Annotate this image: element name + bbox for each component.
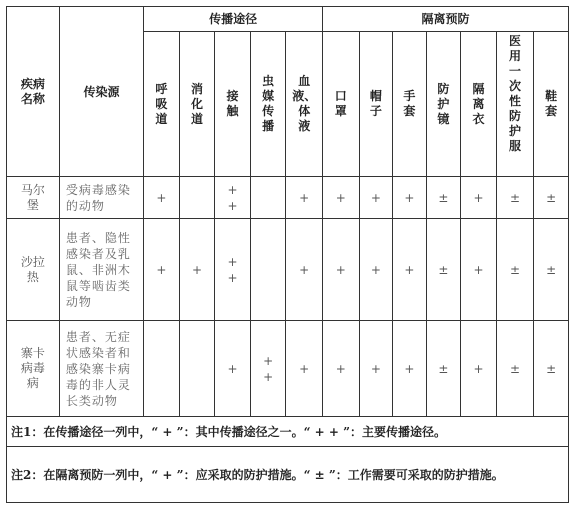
cell-mark: +	[461, 219, 497, 321]
cell-mark: ±	[426, 219, 461, 321]
header-transmission-route: 传播途径	[144, 7, 323, 32]
cell-mark: +	[393, 321, 427, 417]
cell-mark: ±	[496, 321, 534, 417]
cell-mark: +	[323, 177, 360, 219]
cell-mark	[144, 321, 180, 417]
cell-mark: +	[393, 219, 427, 321]
header-route-contact: 接 触	[215, 32, 251, 177]
disease-name: 寨卡 病毒 病	[7, 321, 60, 417]
cell-mark: + +	[250, 321, 286, 417]
cell-mark: +	[286, 177, 323, 219]
table-row	[7, 219, 569, 321]
cell-mark	[250, 177, 286, 219]
header-isolation-gown: 隔 离 衣	[461, 32, 497, 177]
cell-mark: +	[359, 177, 393, 219]
cell-mark: ±	[426, 177, 461, 219]
cell-mark: +	[393, 177, 427, 219]
cell-mark: +	[461, 321, 497, 417]
cell-mark: +	[286, 321, 323, 417]
cell-mark: ±	[534, 177, 569, 219]
isolation-table	[6, 6, 569, 503]
cell-mark: ±	[534, 321, 569, 417]
cell-mark: + +	[215, 177, 251, 219]
infection-source: 患者、无症状感染者和感染寨卡病毒的非人灵长类动物	[59, 321, 143, 417]
header-route-vector: 虫 媒 传 播	[250, 32, 286, 177]
cell-mark: ±	[426, 321, 461, 417]
infection-source: 患者、隐性感染者及乳鼠、非洲木鼠等啮齿类动物	[59, 219, 143, 321]
cell-mark: +	[323, 321, 360, 417]
header-isolation-prevention: 隔离预防	[323, 7, 569, 32]
header-shoe-covers: 鞋 套	[534, 32, 569, 177]
cell-mark: +	[359, 321, 393, 417]
infection-table-document	[6, 6, 569, 503]
header-route-digestive: 消 化 道	[179, 32, 215, 177]
cell-mark	[179, 321, 215, 417]
disease-name: 沙拉 热	[7, 219, 60, 321]
header-goggles: 防 护 镜	[426, 32, 461, 177]
cell-mark: ±	[496, 219, 534, 321]
table-row	[7, 321, 569, 417]
cell-mark: +	[286, 219, 323, 321]
table-note-2: 注2：在隔离预防一列中，“ + ”：应采取的防护措施。“ ± ”：工作需要可采取的防护措施。	[7, 447, 569, 503]
cell-mark	[179, 177, 215, 219]
infection-source: 受病毒感染的动物	[59, 177, 143, 219]
cell-mark: +	[144, 177, 180, 219]
disease-name: 马尔 堡	[7, 177, 60, 219]
cell-mark: +	[215, 321, 251, 417]
header-route-respiratory: 呼 吸 道	[144, 32, 180, 177]
table-row	[7, 177, 569, 219]
header-mask: 口 罩	[323, 32, 360, 177]
cell-mark: ±	[534, 219, 569, 321]
cell-mark: +	[323, 219, 360, 321]
header-disease-name: 疾病 名称	[7, 7, 60, 177]
cell-mark: +	[359, 219, 393, 321]
cell-mark	[250, 219, 286, 321]
cell-mark: + +	[215, 219, 251, 321]
cell-mark: +	[179, 219, 215, 321]
header-gloves: 手 套	[393, 32, 427, 177]
cell-mark: +	[144, 219, 180, 321]
header-infection-source: 传染源	[59, 7, 143, 177]
cell-mark: ±	[496, 177, 534, 219]
header-route-blood: 血 液、 体 液	[286, 32, 323, 177]
table-note-1: 注1：在传播途径一列中，“ + ”：其中传播途径之一。“ + + ”：主要传播途径。	[7, 417, 569, 447]
header-protective-suit: 医 用 一 次 性 防 护 服	[496, 32, 534, 177]
header-cap: 帽 子	[359, 32, 393, 177]
cell-mark: +	[461, 177, 497, 219]
